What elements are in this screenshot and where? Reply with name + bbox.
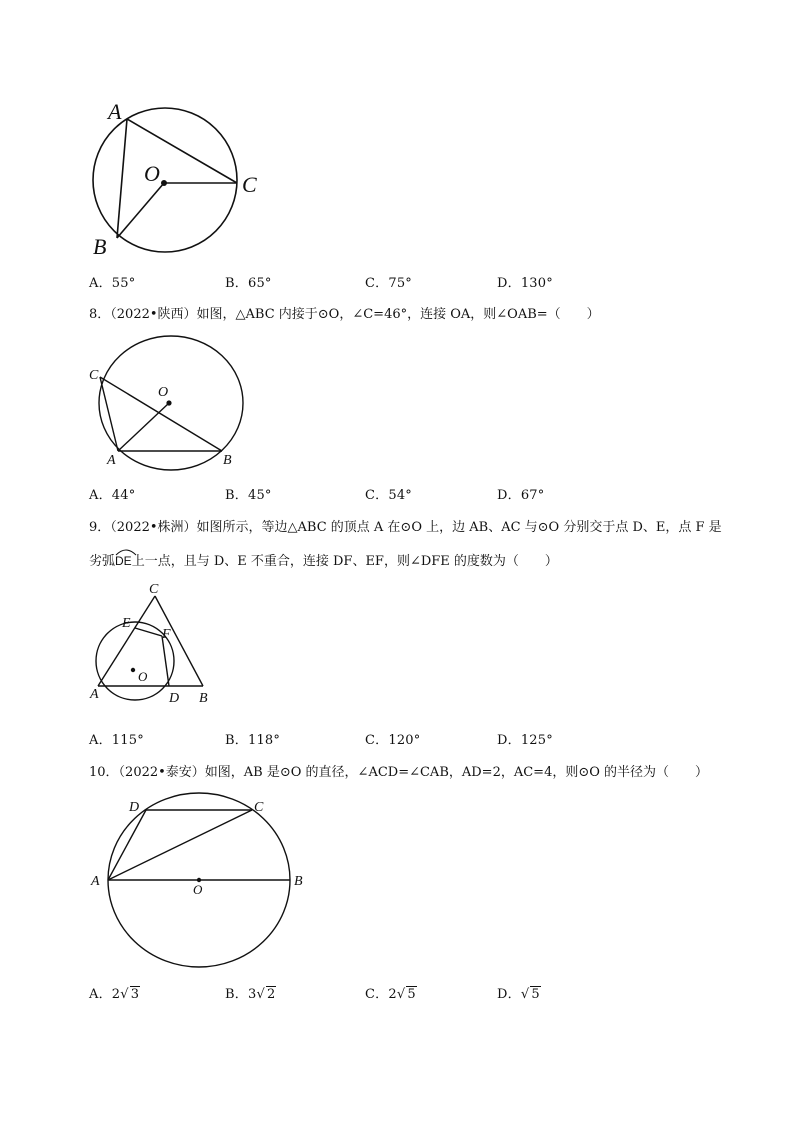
q10-option-a-coef: 2 [111, 987, 121, 1002]
q10-label-c: C [254, 800, 264, 815]
q8-question-text: 8．（2022•陕西）如图，△ABC 内接于⊙O，∠C=46°，连接 OA，则∠OAB=（ ） [89, 307, 600, 322]
q8-option-c [365, 484, 412, 503]
q9-arc-mark [115, 548, 137, 556]
q9-question-line-2 [89, 550, 558, 569]
q9-label-b: B [199, 691, 208, 706]
q8-label-o: O [158, 385, 169, 400]
q10-option-a [89, 983, 140, 1002]
q9-option-d-value: 125° [520, 733, 553, 748]
q7-option-d-letter: D． [497, 276, 521, 291]
q9-arc-de [115, 554, 132, 568]
q7-option-c-value: 75° [388, 276, 413, 291]
q9-option-a-letter: A． [89, 733, 112, 748]
q9-option-b-value: 118° [247, 733, 281, 748]
q9-segment-df [162, 636, 169, 686]
q7-option-b [225, 272, 272, 291]
q7-segment-ab [117, 119, 127, 238]
q7-label-b: B [93, 234, 107, 259]
q9-option-a-value: 115° [111, 733, 144, 748]
q8-option-c-letter: C． [365, 488, 389, 503]
q10-option-b-coef: 3 [247, 987, 257, 1002]
q7-option-d-value: 130° [520, 276, 553, 291]
q8-option-c-value: 54° [388, 488, 413, 503]
q7-option-b-value: 65° [247, 276, 272, 291]
q8-option-d-letter: D． [497, 488, 521, 503]
q7-label-c: C [242, 172, 257, 197]
q9-label-o: O [138, 669, 148, 684]
q7-center-point [161, 180, 167, 186]
q10-option-a-radicand: 3 [130, 987, 140, 1002]
q10-option-d-letter: D． [497, 987, 521, 1002]
q10-option-c-radicand: 5 [407, 987, 416, 1002]
q10-option-d [497, 983, 541, 1002]
q10-segment-ac [108, 810, 252, 880]
q9-option-d [497, 729, 553, 748]
q7-figure [80, 95, 280, 265]
q10-option-d-sqrt: √ 5 [520, 987, 540, 1002]
q10-option-b [225, 983, 276, 1002]
q8-segment-ca [100, 377, 118, 451]
q10-option-b-letter: B． [225, 987, 248, 1002]
q8-option-b-letter: B． [225, 488, 248, 503]
q10-option-b-sqrt: √ 2 [256, 987, 276, 1002]
q10-label-b: B [294, 874, 303, 889]
q7-label-a: A [108, 99, 122, 124]
q7-option-c [365, 272, 412, 291]
q9-option-c-letter: C． [365, 733, 389, 748]
q8-label-c: C [89, 368, 99, 383]
q8-option-b-value: 45° [247, 488, 272, 503]
q8-option-d [497, 484, 544, 503]
q9-label-e: E [122, 616, 131, 631]
q8-label-a: A [107, 453, 116, 468]
q9-option-a [89, 729, 144, 748]
q7-option-a-value: 55° [111, 276, 136, 291]
q7-option-d [497, 272, 553, 291]
q10-segment-ad [108, 810, 146, 880]
q8-center-point [166, 400, 171, 405]
q9-option-c [365, 729, 420, 748]
q8-option-b [225, 484, 272, 503]
q9-label-a: A [90, 687, 99, 702]
q9-center-point [131, 668, 135, 672]
q9-arc-suffix: 上一点，且与 D、E 不重合，连接 DF、EF，则∠DFE 的度数为（ ） [131, 554, 558, 569]
q7-option-c-letter: C． [365, 276, 389, 291]
q9-label-d: D [169, 691, 180, 706]
q8-segment-oa [118, 403, 169, 451]
q9-option-b [225, 729, 280, 748]
q7-option-a [89, 272, 135, 291]
q10-option-b-radicand: 2 [266, 987, 276, 1002]
q7-circle [93, 108, 237, 252]
q10-option-d-radicand: 5 [531, 987, 540, 1002]
q10-option-c-sqrt: √ 5 [396, 987, 416, 1002]
q8-label-b: B [223, 453, 232, 468]
q10-question-text: 10．（2022•泰安）如图，AB 是⊙O 的直径，∠ACD=∠CAB，AD=2，AC=4，则⊙O 的半径为（ ） [89, 765, 709, 780]
q9-option-d-letter: D． [497, 733, 521, 748]
q8-option-d-value: 67° [520, 488, 545, 503]
q9-question-line-1: 9．（2022•株洲）如图所示，等边△ABC 的顶点 A 在⊙O 上，边 AB、AC 与⊙O 分别交于点 D、E，点 F 是 [89, 520, 722, 535]
q7-segment-ob [117, 183, 164, 238]
q8-option-a-value: 44° [111, 488, 136, 503]
q9-arc-prefix: 劣弧 [89, 554, 116, 569]
q10-option-c-letter: C． [365, 987, 389, 1002]
q7-label-o: O [144, 161, 160, 186]
q9-arc-label: DE [115, 554, 132, 568]
q10-label-a: A [91, 874, 100, 889]
q9-option-b-letter: B． [225, 733, 248, 748]
q9-label-c: C [149, 582, 159, 597]
q10-figure [85, 790, 315, 970]
q7-option-a-letter: A． [89, 276, 112, 291]
q8-option-a [89, 484, 135, 503]
q10-option-a-letter: A． [89, 987, 112, 1002]
q7-option-b-letter: B． [225, 276, 248, 291]
q9-figure [85, 578, 225, 710]
q10-option-a-sqrt: √ 3 [120, 987, 140, 1002]
q8-figure [85, 330, 255, 470]
q10-option-c [365, 983, 417, 1002]
q8-option-a-letter: A． [89, 488, 112, 503]
q10-option-c-coef: 2 [388, 987, 397, 1002]
q10-label-o: O [193, 882, 203, 897]
q10-label-d: D [129, 800, 140, 815]
q9-label-f: F [162, 627, 171, 642]
q9-option-c-value: 120° [388, 733, 421, 748]
